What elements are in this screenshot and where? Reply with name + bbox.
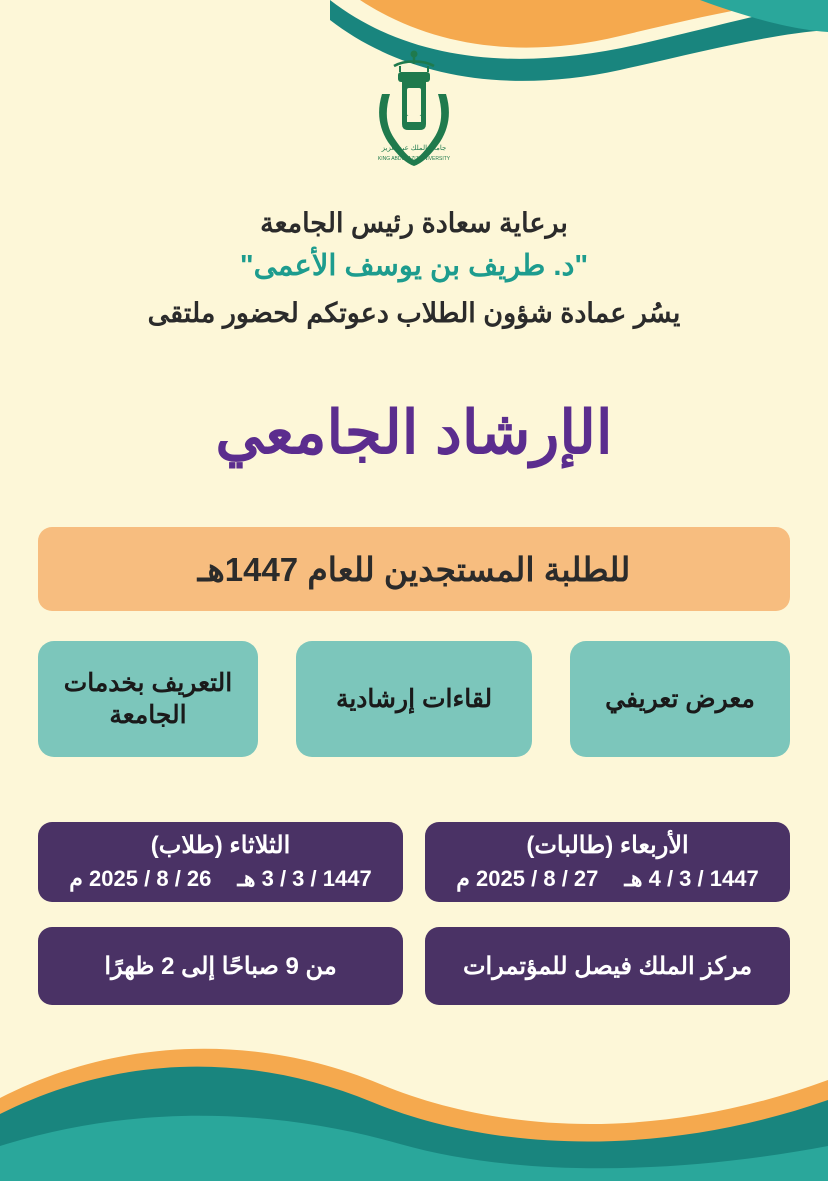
day-title: الثلاثاء (طلاب) <box>150 831 291 859</box>
features-row <box>38 641 790 757</box>
intro-block <box>0 205 828 333</box>
bottom-info-row <box>38 927 790 1005</box>
day-dates <box>456 865 758 894</box>
day-gregorian-date: 27 / 8 / 2025 م <box>456 865 599 891</box>
patronage-line: برعاية سعادة رئيس الجامعة <box>260 208 568 238</box>
day-title: الأربعاء (طالبات) <box>526 831 689 859</box>
days-row <box>38 822 790 902</box>
time-card: من 9 صباحًا إلى 2 ظهرًا <box>38 927 403 1005</box>
subtitle-banner <box>38 527 790 611</box>
president-name: "د. طريف بن يوسف الأعمى" <box>239 250 589 283</box>
svg-text:جامعة الملك عبدالعزيز: جامعة الملك عبدالعزيز <box>381 145 447 152</box>
day-card-tuesday <box>38 822 403 902</box>
bottom-wave-decoration <box>0 1006 828 1181</box>
day-card-wednesday <box>425 822 790 902</box>
venue-card: مركز الملك فيصل للمؤتمرات <box>425 927 790 1005</box>
feature-card: لقاءات إرشادية <box>296 641 532 757</box>
day-hijri-date: 1447 / 3 / 3 هـ <box>237 865 372 891</box>
invitation-line: يسُر عمادة شؤون الطلاب دعوتكم لحضور ملتقى <box>147 297 681 328</box>
day-hijri-date: 1447 / 3 / 4 هـ <box>624 865 759 891</box>
feature-card: التعريف بخدمات الجامعة <box>38 641 258 757</box>
day-gregorian-date: 26 / 8 / 2025 م <box>69 865 212 891</box>
subtitle-banner-text: للطلبة المستجدين للعام 1447هـ <box>197 550 631 588</box>
page-title: الإرشاد الجامعي <box>215 399 613 466</box>
feature-card: معرض تعريفي <box>570 641 790 757</box>
day-dates <box>69 865 371 894</box>
logo-container <box>0 50 828 170</box>
svg-text:KING ABDULAZIZ UNIVERSITY: KING ABDULAZIZ UNIVERSITY <box>377 156 451 162</box>
king-abdulaziz-university-logo-icon <box>360 50 468 170</box>
